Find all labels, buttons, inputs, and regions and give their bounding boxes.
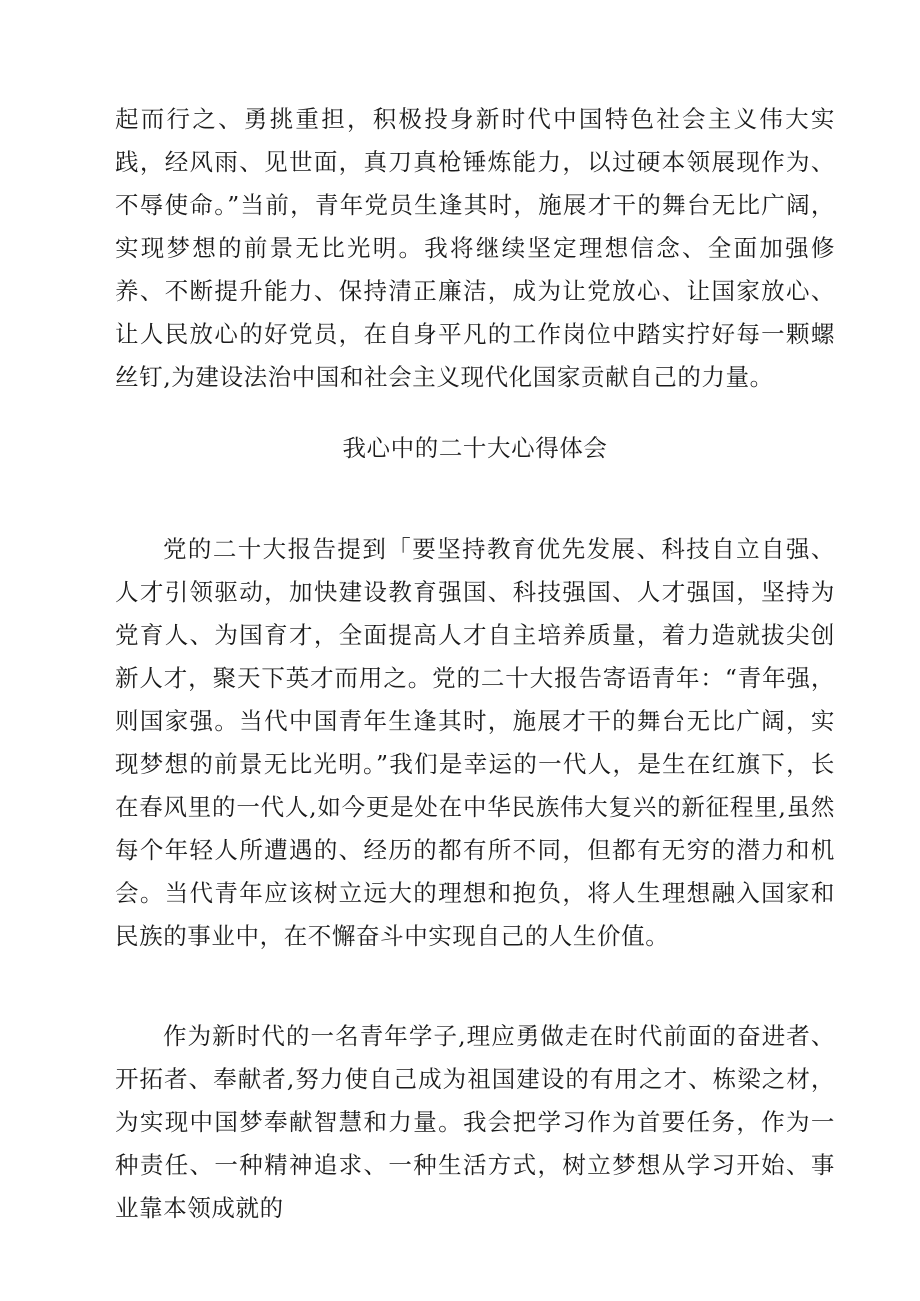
document-page [115, 98, 835, 1230]
body-paragraph: 起而行之、勇挑重担，积极投身新时代中国特色社会主义伟大实践，经风雨、见世面，真刀真枪锤炼能力，以过硬本领展现作为、不辱使命。”当前，青年党员生逢其时，施展才干的舞台无比广阔，实现梦想的前景无比光明。我将继续坚定理想信念、全面加强修养、不断提升能力、保持清正廉洁，成为让党放心、让国家放心、让人民放心的好党员，在自身平凡的工作岗位中踏实拧好每一颗螺丝钉,为建设法治中国和社会主义现代化国家贡献自己的力量。 [115, 105, 835, 391]
body-paragraph: 作为新时代的一名青年学子,理应勇做走在时代前面的奋进者、开拓者、奉献者,努力使自己成为祖国建设的有用之才、栋梁之材，为实现中国梦奉献智慧和力量。我会把学习作为首要任务，作为一种责任、一种精神追求、一种生活方式，树立梦想从学习开始、事业靠本领成就的 [115, 1022, 835, 1222]
body-paragraph: 党的二十大报告提到「要坚持教育优先发展、科技自立自强、人才引领驱动，加快建设教育强国、科技强国、人才强国，坚持为党育人、为国育才，全面提高人才自主培养质量，着力造就拔尖创新人才，聚天下英才而用之。党的二十大报告寄语青年：“青年强，则国家强。当代中国青年生逢其时，施展才干的舞台无比广阔，实现梦想的前景无比光明。”我们是幸运的一代人，是生在红旗下，长在春风里的一代人,如今更是处在中华民族伟大复兴的新征程里,虽然每个年轻人所遭遇的、经历的都有所不同，但都有无穷的潜力和机会。当代青年应该树立远大的理想和抱负，将人生理想融入国家和民族的事业中，在不懈奋斗中实现自己的人生价值。 [115, 535, 835, 950]
section-title: 我心中的二十大心得体会 [342, 434, 608, 462]
